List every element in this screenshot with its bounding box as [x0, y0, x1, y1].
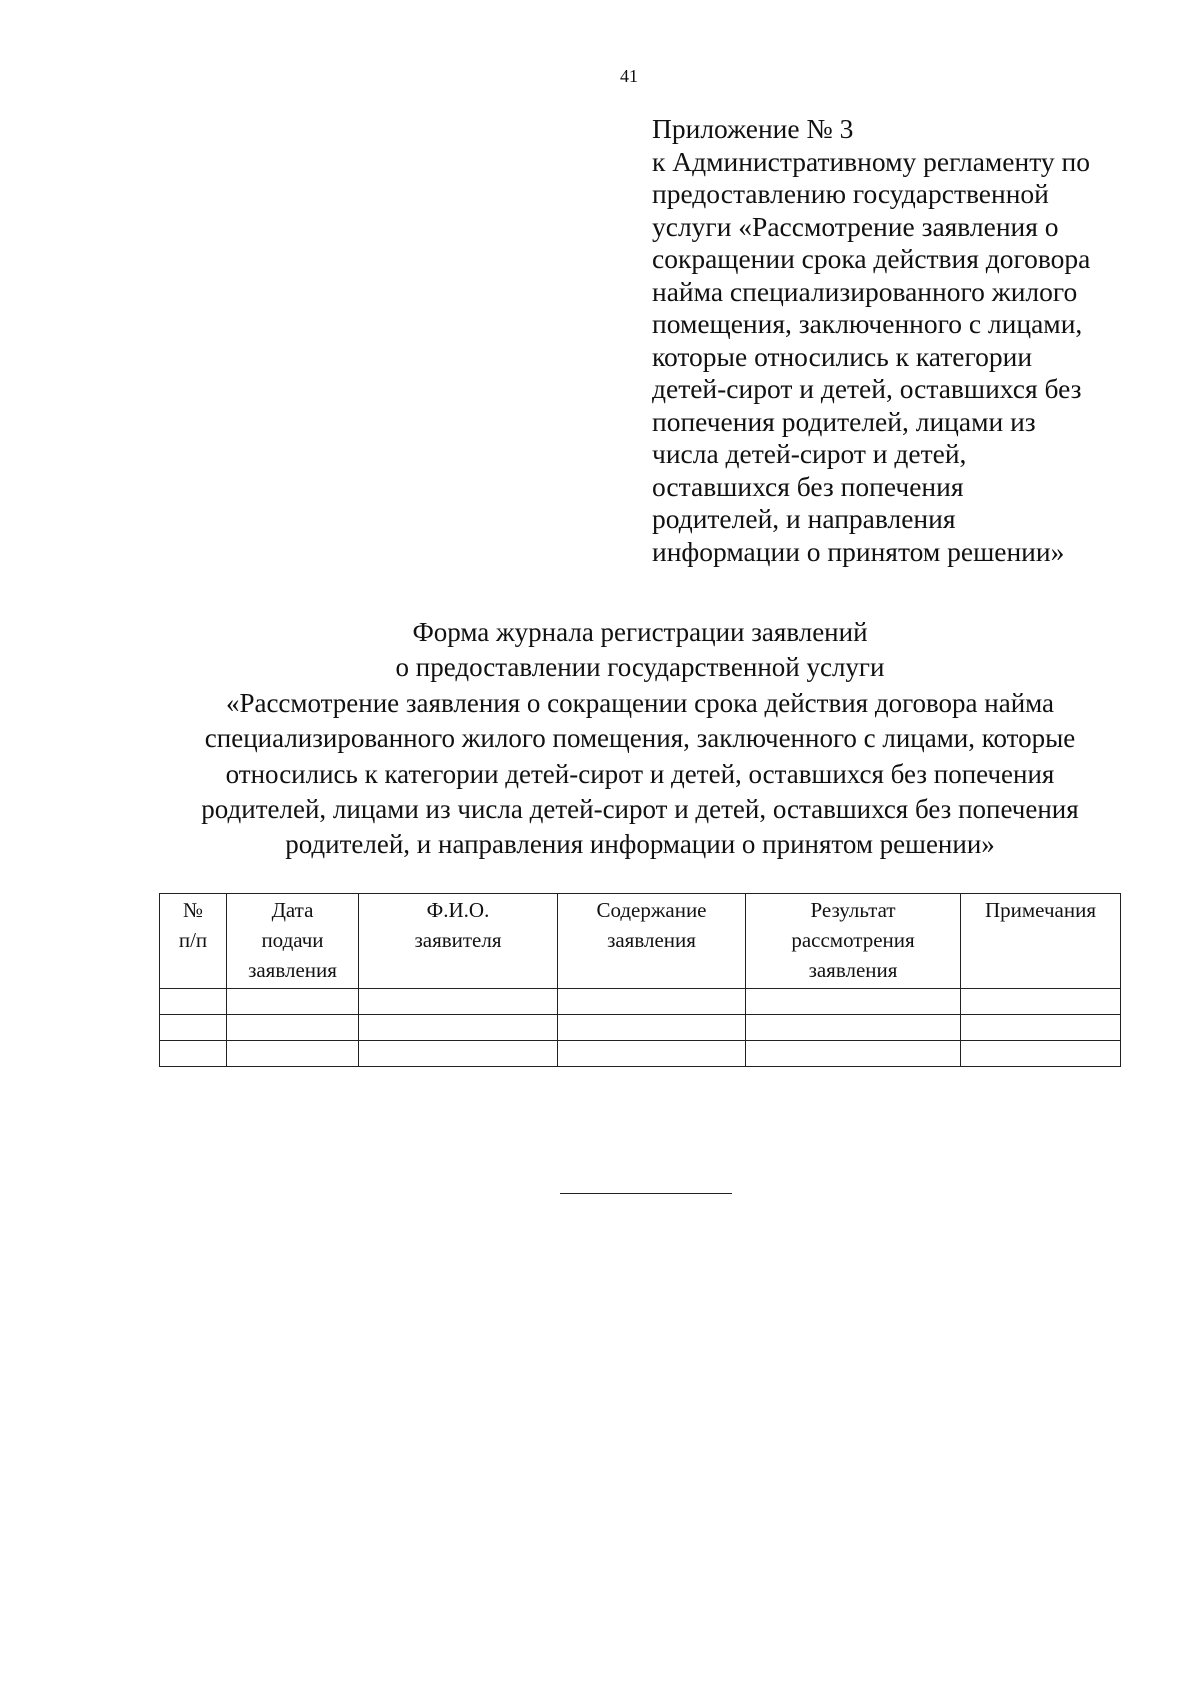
table-cell [227, 1041, 359, 1067]
form-title-line: родителей, лицами из числа детей-сирот и детей, оставшихся без попечения [201, 794, 1079, 825]
column-header-line: Примечания [984, 898, 1096, 922]
column-header-line: заявления [607, 928, 696, 952]
appendix-line: сокращении срока действия договора [652, 243, 1091, 274]
appendix-line: предоставлению государственной [652, 178, 1049, 209]
column-header-line: № [182, 898, 204, 922]
table-cell [359, 989, 558, 1015]
page-number: 41 [620, 66, 638, 86]
appendix-header [652, 113, 1172, 568]
column-header-date [227, 894, 359, 989]
column-header-line: Ф.И.О. [426, 898, 490, 922]
closing-rule [560, 1193, 732, 1194]
column-header-result [746, 894, 961, 989]
table-cell [160, 1041, 227, 1067]
registration-journal-table [159, 893, 1121, 1067]
column-header-line: заявления [808, 958, 898, 982]
table-cell [160, 989, 227, 1015]
appendix-line: к Административному регламенту по [652, 145, 1090, 177]
table-header-row [160, 894, 1121, 989]
appendix-line: детей-сирот и детей, оставшихся без [652, 373, 1082, 404]
table-cell [359, 1041, 558, 1067]
table-cell [227, 1015, 359, 1041]
table-cell [746, 1015, 961, 1041]
appendix-line: попечения родителей, лицами из [652, 405, 1036, 437]
form-title-line: о предоставлении государственной услуги [395, 652, 885, 683]
column-header-notes [961, 894, 1121, 989]
appendix-line: Приложение № 3 [652, 113, 854, 144]
column-header-line: Результат [810, 898, 896, 922]
table-cell [961, 1015, 1121, 1041]
column-header-line: Дата [271, 898, 314, 922]
table-cell [160, 1015, 227, 1041]
column-header-line: подачи [261, 928, 324, 952]
appendix-line: родителей, и направления [652, 503, 956, 534]
table-cell [558, 1015, 746, 1041]
appendix-line: услуги «Рассмотрение заявления о [652, 210, 1059, 242]
table-cell [746, 1041, 961, 1067]
column-header-number [160, 894, 227, 989]
table-row [160, 989, 1121, 1015]
table-cell [558, 989, 746, 1015]
form-title-line: относились к категории детей-сирот и детей, оставшихся без попечения [225, 758, 1055, 789]
form-title [160, 615, 1120, 863]
appendix-line: которые относились к категории [652, 340, 1033, 372]
column-header-line: п/п [178, 928, 208, 952]
form-title-line: родителей, и направления информации о принятом решении» [285, 829, 995, 860]
form-title-line: специализированного жилого помещения, заключенного с лицами, которые [204, 723, 1076, 754]
table-cell [227, 989, 359, 1015]
appendix-line: найма специализированного жилого [652, 275, 1078, 307]
appendix-line: оставшихся без попечения [652, 470, 964, 502]
column-header-line: заявления [248, 958, 337, 982]
form-title-line: Форма журнала регистрации заявлений [412, 617, 868, 647]
column-header-line: Содержание [596, 898, 707, 922]
column-header-content [558, 894, 746, 989]
column-header-line: рассмотрения [791, 928, 915, 952]
column-header-applicant-name [359, 894, 558, 989]
table-cell [961, 1041, 1121, 1067]
table-cell [558, 1041, 746, 1067]
table-cell [746, 989, 961, 1015]
appendix-line: числа детей-сирот и детей, [652, 438, 967, 469]
table-row [160, 1015, 1121, 1041]
table-cell [961, 989, 1121, 1015]
appendix-line: информации о принятом решении» [652, 535, 1065, 567]
table-row [160, 1041, 1121, 1067]
column-header-line: заявителя [414, 928, 502, 952]
table-cell [359, 1015, 558, 1041]
appendix-line: помещения, заключенного с лицами, [652, 308, 1083, 339]
form-title-line: «Рассмотрение заявления о сокращении срока действия договора найма [225, 687, 1055, 718]
